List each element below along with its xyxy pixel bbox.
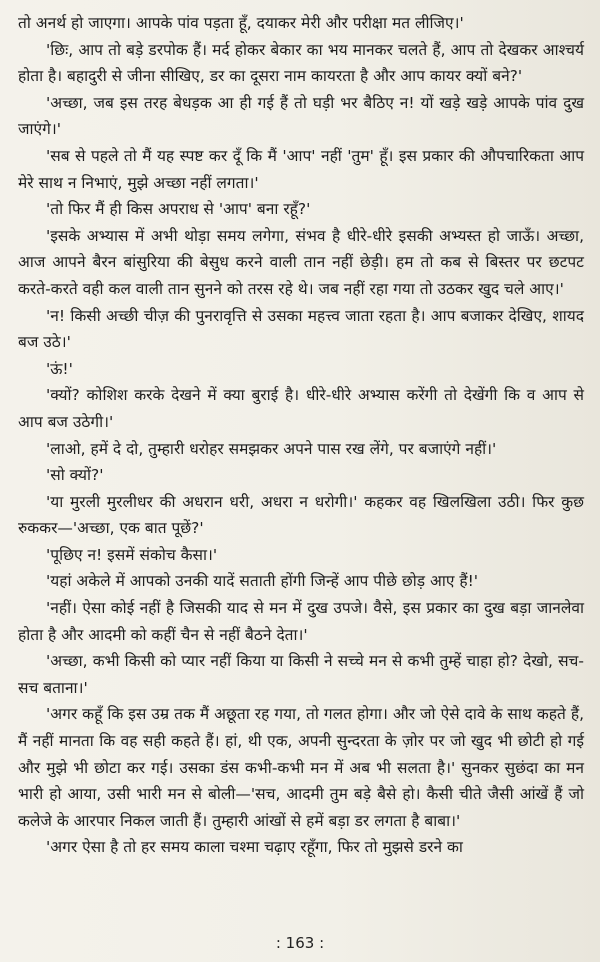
- paragraph-9: 'क्यों? कोशिश करके देखने में क्या बुराई है। धीरे-धीरे अभ्यास करेंगी तो देखेंगी कि व आप से आप बज उठेगी।': [18, 386, 584, 431]
- paragraph-5: 'तो फिर मैं ही किस अपराध से 'आप' बना रहूँ?': [46, 200, 311, 219]
- paragraph-17: 'अगर कहूँ कि इस उम्र तक मैं अछूता रह गया, तो गलत होगा। और जो ऐसे दावे के साथ कहते हैं, मैं नहीं मानता कि वह सही कहते हैं। हां, थी एक, अपनी सुन्दरता के ज़ोर पर जो खुद भी छोटी हो गई और मुझे भी छोटा कर गई। उसका डंस कभी-कभी मन में अब भी सलता है।' सुनकर सुछंदा का मन भारी हो आया, उसी भारी मन से बोली—'सच, आदमी तुम बड़े बैसे हो। कैसी चीते जैसी आंखें हैं जो कलेजे के आरपार निकल जाती हैं। तुम्हारी आंखों से हमें बड़ा डर लगता है बाबा।': [18, 705, 584, 830]
- page-number: : 163 :: [275, 934, 325, 952]
- paragraph-1: तो अनर्थ हो जाएगा। आपके पांव पड़ता हूँ, दयाकर मेरी और परीक्षा मत लीजिए।': [18, 14, 464, 32]
- paragraph-15: 'नहीं। ऐसा कोई नहीं है जिसकी याद से मन में दुख उपजे। वैसे, इस प्रकार का दुख बड़ा जानलेवा होता है और आदमी को कहीं चैन से नहीं बैठने देता।': [18, 599, 584, 644]
- paragraph-3: 'अच्छा, जब इस तरह बेधड़क आ ही गई हैं तो घड़ी भर बैठिए न! यों खड़े खड़े आपके पांव दुख जाएंगे।': [18, 93, 584, 139]
- paragraph-2: 'छिः, आप तो बड़े डरपोक हैं। मर्द होकर बेकार का भय मानकर चलते हैं, आप तो देखकर आश्चर्य होता है। बहादुरी से जीना सीखिए, डर का दूसरा नाम कायरता है और आप कायर क्यों बने?': [18, 40, 584, 86]
- paragraph-4: 'सब से पहले तो मैं यह स्पष्ट कर दूँ कि मैं 'आप' नहीं 'तुम' हूँ। इस प्रकार की औपचारिकता आप मेरे साथ न निभाएं, मुझे अच्छा नहीं लगता।': [18, 146, 584, 192]
- paragraph-10: 'लाओ, हमें दे दो, तुम्हारी धरोहर समझकर अपने पास रख लेंगे, पर बजाएंगे नहीं।': [46, 439, 497, 458]
- paragraph-8: 'ऊं!': [46, 359, 73, 378]
- paragraph-12: 'या मुरली मुरलीधर की अधरान धरी, अधरा न धरोगी।' कहकर वह खिलखिला उठी। फिर कुछ रुककर—'अच्छा, एक बात पूछें?': [18, 492, 584, 538]
- page-body-text: [18, 10, 584, 861]
- paragraph-13: 'पूछिए न! इसमें संकोच कैसा।': [46, 545, 218, 564]
- paragraph-6: 'इसके अभ्यास में अभी थोड़ा समय लगेगा, संभव है धीरे-धीरे इसकी अभ्यस्त हो जाऊँ। अच्छा, आज आपने बैरन बांसुरिया की बेसुध करने वाली तान नहीं छेड़ी। हम तो कब से बिस्तर पर छटपट करते-करते वही कल वाली तान सुनने को तरस रहे थे। जब नहीं रहा गया तो उठकर खुद चले आए।': [18, 226, 584, 298]
- paragraph-7: 'न! किसी अच्छी चीज़ की पुनरावृत्ति से उसका महत्त्व जाता रहता है। आप बजाकर देखिए, शायद बज उठे।': [18, 306, 584, 352]
- paragraph-14: 'यहां अकेले में आपको उनकी यादें सताती होंगी जिन्हें आप पीछे छोड़ आए हैं!': [46, 572, 479, 591]
- paragraph-11: 'सो क्यों?': [46, 466, 104, 485]
- paragraph-16: 'अच्छा, कभी किसी को प्यार नहीं किया या किसी ने सच्चे मन से कभी तुम्हें चाहा हो? देखो, सच-सच बताना।': [18, 652, 584, 697]
- paragraph-18: 'अगर ऐसा है तो हर समय काला चश्मा चढ़ाए रहूँगा, फिर तो मुझसे डरने का: [46, 838, 463, 857]
